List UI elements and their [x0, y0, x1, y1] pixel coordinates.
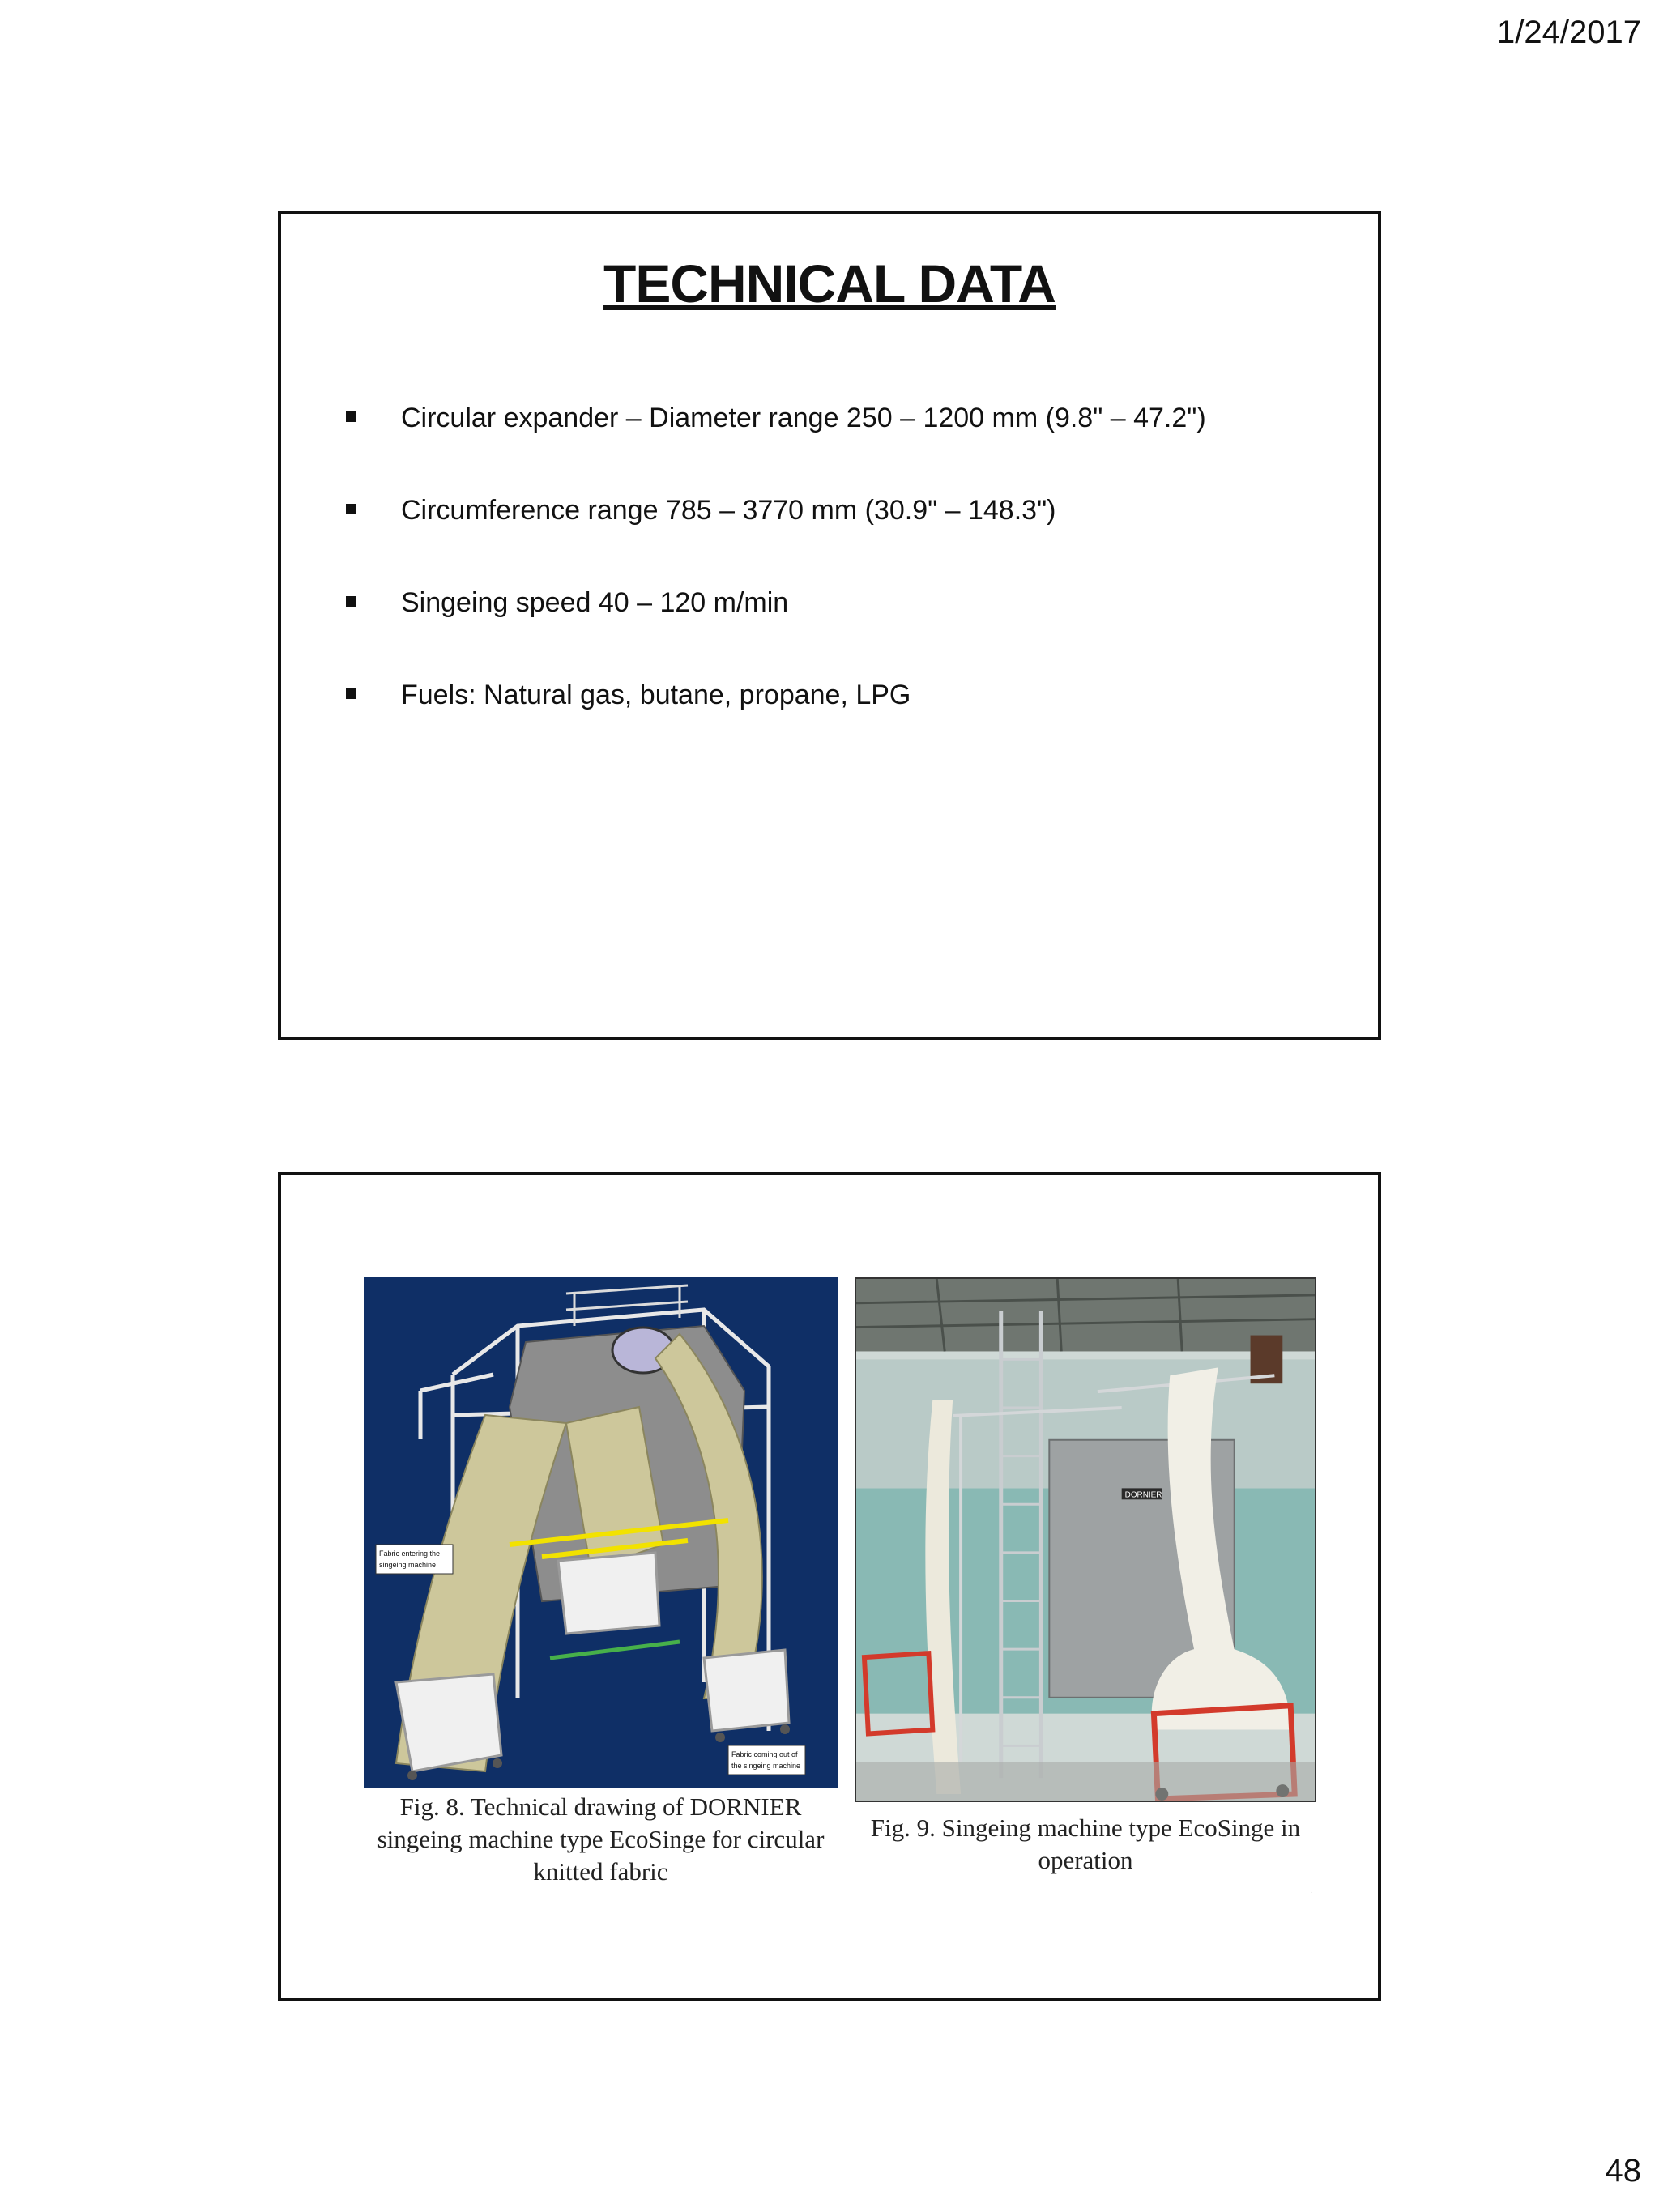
figure-machine-photo: [855, 1277, 1316, 1877]
svg-text:singeing machine: singeing machine: [379, 1561, 437, 1569]
page-number: 48: [1605, 2153, 1641, 2189]
page-date: 1/24/2017: [1497, 15, 1641, 50]
machine-photo-image: [855, 1277, 1316, 1802]
bullet-item: Circumference range 785 – 3770 mm (30.9" – 148.3"): [346, 492, 1329, 528]
technical-drawing-image: [364, 1277, 838, 1788]
figure-caption: Fig. 9. Singeing machine type EcoSinge in operation: [870, 1813, 1301, 1874]
scan-mark: ·: [1310, 1888, 1313, 1897]
bullet-list: [346, 400, 1329, 769]
svg-text:Fabric entering the: Fabric entering the: [379, 1549, 441, 1558]
square-bullet-icon: [346, 504, 356, 514]
figure-caption: Fig. 8. Technical drawing of DORNIER singeing machine type EcoSinge for circular knitted fabric: [377, 1792, 825, 1886]
bullet-item: Singeing speed 40 – 120 m/min: [346, 585, 1329, 620]
slide-figures: [278, 1172, 1381, 2001]
square-bullet-icon: [346, 596, 356, 607]
square-bullet-icon: [346, 688, 356, 699]
figure-technical-drawing: [364, 1277, 838, 1888]
slide-technical-data: [278, 211, 1381, 1040]
brand-plate: DORNIER: [1124, 1490, 1162, 1500]
slide-title: TECHNICAL DATA: [603, 254, 1056, 313]
svg-text:the singeing machine: the singeing machine: [731, 1762, 801, 1770]
bullet-item: Fuels: Natural gas, butane, propane, LPG: [346, 677, 1329, 713]
square-bullet-icon: [346, 411, 356, 422]
bullet-item: Circular expander – Diameter range 250 – 1200 mm (9.8" – 47.2"): [346, 400, 1329, 436]
svg-text:Fabric coming out of: Fabric coming out of: [731, 1750, 798, 1758]
